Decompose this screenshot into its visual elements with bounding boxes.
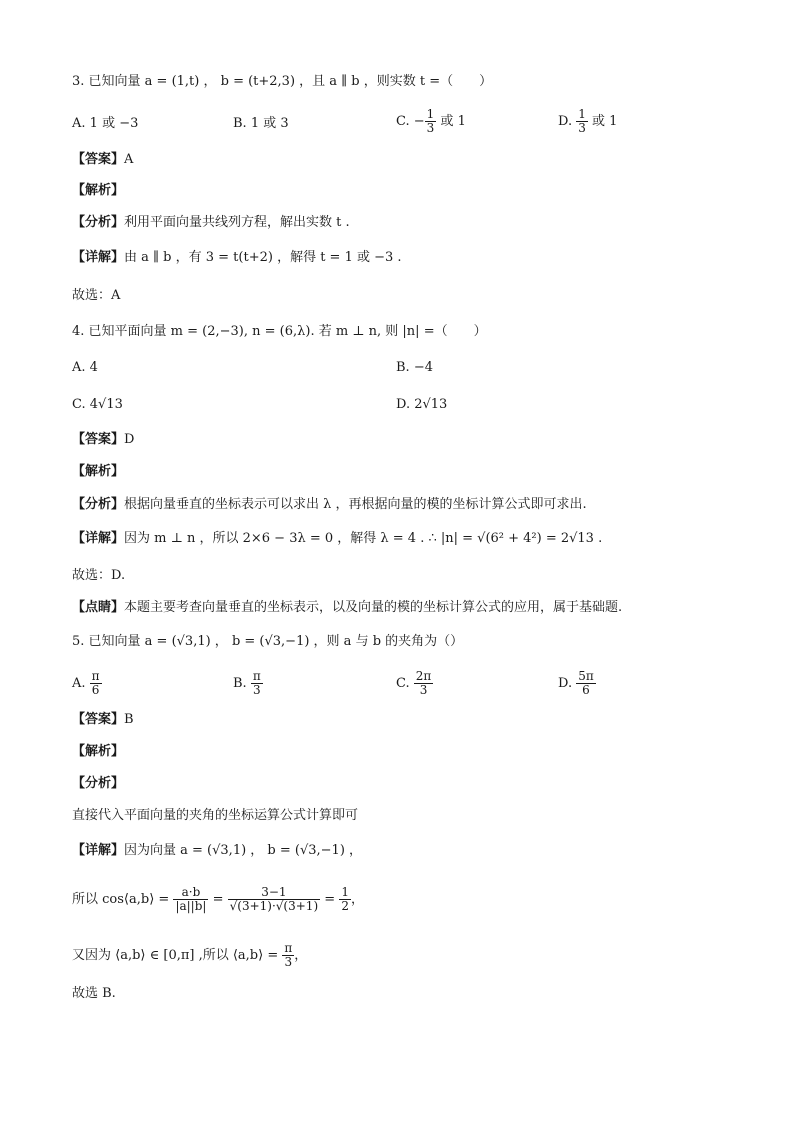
option-letter: C. [72, 397, 86, 412]
denominator: 3 [426, 121, 435, 135]
q5-analysis-tag [72, 742, 124, 762]
fenxi-text: 根据向量垂直的坐标表示可以求出 λ ，再根据向量的模的坐标计算公式即可求出. [124, 497, 587, 512]
q3-conclusion: 故选：A [72, 288, 121, 303]
denominator: 6 [91, 683, 100, 697]
detail-text: 因为 m ⊥ n ，所以 2×6 − 3λ = 0 ，解得 λ = 4 . ∴ |n| = √(6² + 4²) = 2√13 . [124, 531, 603, 546]
fraction [282, 942, 294, 969]
q4-stem: 4. 已知平面向量 m = (2,−3), n = (6,λ). 若 m ⊥ n, 则 |n| =（ ） [72, 324, 487, 339]
q4-detail [72, 529, 602, 549]
denominator: 3 [578, 121, 586, 135]
range-end: ， [294, 948, 308, 963]
numerator: π [91, 669, 100, 683]
fraction [173, 886, 208, 913]
analysis-tag: 【解析】 [72, 464, 125, 479]
option-letter: A. [72, 116, 86, 131]
fraction [90, 670, 102, 697]
dianjing-tag: 【点睛】 [72, 600, 125, 615]
q5-conclusion: 故选 B. [72, 986, 116, 1001]
q4-conclusion: 故选：D. [72, 568, 126, 583]
numerator: π [284, 941, 293, 955]
option-letter: A. [72, 676, 86, 691]
option-letter: B. [396, 360, 410, 375]
cos-prefix: 所以 cos⟨a,b⟩ = [72, 892, 170, 907]
option-letter: B. [233, 116, 247, 131]
fenxi-tag: 【分析】 [72, 215, 125, 230]
range-prefix: 又因为 ⟨a,b⟩ ∈ [0,π] ,所以 ⟨a,b⟩ = [72, 948, 279, 963]
q4-fenxi [72, 495, 587, 515]
fenxi-tag: 【分析】 [72, 776, 125, 791]
q5-option-b [233, 670, 263, 697]
detail-text: 由 a ∥ b ，有 3 = t(t+2) ，解得 t = 1 或 −3 . [124, 250, 402, 265]
denominator: 3 [252, 683, 261, 697]
option-letter: C. [396, 114, 410, 129]
q5-fenxi-tag-line [72, 774, 124, 794]
answer-tag: 【答案】 [72, 152, 125, 167]
fraction [339, 886, 351, 913]
option-text: 1 或 3 [250, 116, 289, 131]
q5-cos-formula [72, 886, 364, 913]
q5-option-c [396, 670, 433, 697]
numerator: a·b [173, 886, 208, 900]
q4-option-d [396, 395, 447, 415]
denominator: 6 [582, 683, 590, 697]
detail-tag: 【详解】 [72, 531, 125, 546]
option-text: 4 [89, 360, 98, 375]
detail-tag: 【详解】 [72, 250, 125, 265]
numerator: 1 [426, 107, 435, 121]
answer-value: A [124, 152, 134, 167]
option-prefix: − [413, 114, 425, 129]
option-letter: A. [72, 360, 86, 375]
option-letter: B. [233, 676, 247, 691]
q5-fenxi: 直接代入平面向量的夹角的坐标运算公式计算即可 [72, 808, 359, 823]
q3-option-c [396, 108, 466, 135]
analysis-tag: 【解析】 [72, 183, 125, 198]
q5-answer [72, 710, 134, 730]
q5-option-d [558, 670, 596, 697]
fenxi-text: 利用平面向量共线列方程，解出实数 t . [124, 215, 350, 230]
q3-detail [72, 248, 402, 268]
answer-tag: 【答案】 [72, 712, 125, 727]
q3-fenxi [72, 213, 350, 233]
q3-option-a [72, 114, 138, 134]
option-suffix: 或 1 [440, 114, 466, 129]
denominator: 3 [284, 955, 293, 969]
numerator: π [252, 669, 261, 683]
numerator: 2π [415, 669, 432, 683]
option-letter: D. [558, 114, 573, 129]
q4-analysis-tag [72, 462, 124, 482]
detail-tag: 【详解】 [72, 843, 125, 858]
option-text: 2√13 [414, 397, 448, 412]
q4-answer [72, 430, 134, 450]
option-letter: D. [396, 397, 411, 412]
q3-option-d [558, 108, 617, 135]
answer-value: B [124, 712, 134, 727]
equals: = [324, 892, 336, 907]
denominator: 2 [341, 899, 349, 913]
fraction [228, 886, 320, 913]
fraction [576, 670, 596, 697]
option-letter: C. [396, 676, 410, 691]
fenxi-tag: 【分析】 [72, 497, 125, 512]
q3-analysis-tag [72, 181, 124, 201]
answer-value: D [124, 432, 135, 447]
option-text: −4 [413, 360, 433, 375]
option-text: 1 或 −3 [89, 116, 139, 131]
numerator: 1 [578, 107, 586, 121]
equals: = [212, 892, 224, 907]
q4-option-b [396, 358, 433, 378]
option-suffix: 或 1 [592, 114, 618, 129]
q4-option-c [72, 395, 123, 415]
option-text: 4√13 [89, 397, 123, 412]
formula-end: ， [350, 892, 364, 907]
detail-text: 因为向量 a = (√3,1) ， b = (√3,−1) ， [124, 843, 363, 858]
q3-stem: 3. 已知向量 a = (1,t) ， b = (t+2,3) ，且 a ∥ b ，则实数 t =（ ） [72, 74, 493, 89]
q4-dianjing [72, 598, 622, 618]
denominator: |a||b| [175, 899, 207, 913]
numerator: 3−1 [228, 886, 320, 900]
answer-tag: 【答案】 [72, 432, 125, 447]
denominator: √(3+1)·√(3+1) [229, 899, 319, 913]
dianjing-text: 本题主要考查向量垂直的坐标表示，以及向量的模的坐标计算公式的应用，属于基础题. [124, 600, 623, 615]
numerator: 1 [341, 885, 349, 899]
fraction [425, 108, 437, 135]
q3-answer [72, 150, 133, 170]
q5-range [72, 942, 307, 969]
analysis-tag: 【解析】 [72, 744, 125, 759]
q5-option-a [72, 670, 102, 697]
q3-option-b [233, 114, 289, 134]
fraction [251, 670, 263, 697]
q5-detail [72, 841, 362, 861]
denominator: 3 [419, 683, 428, 697]
fraction [414, 670, 434, 697]
q4-option-a [72, 358, 98, 378]
fraction [576, 108, 588, 135]
option-letter: D. [558, 676, 573, 691]
numerator: 5π [578, 669, 594, 683]
q5-stem: 5. 已知向量 a = (√3,1) ， b = (√3,−1) ，则 a 与 b 的夹角为（） [72, 634, 464, 649]
